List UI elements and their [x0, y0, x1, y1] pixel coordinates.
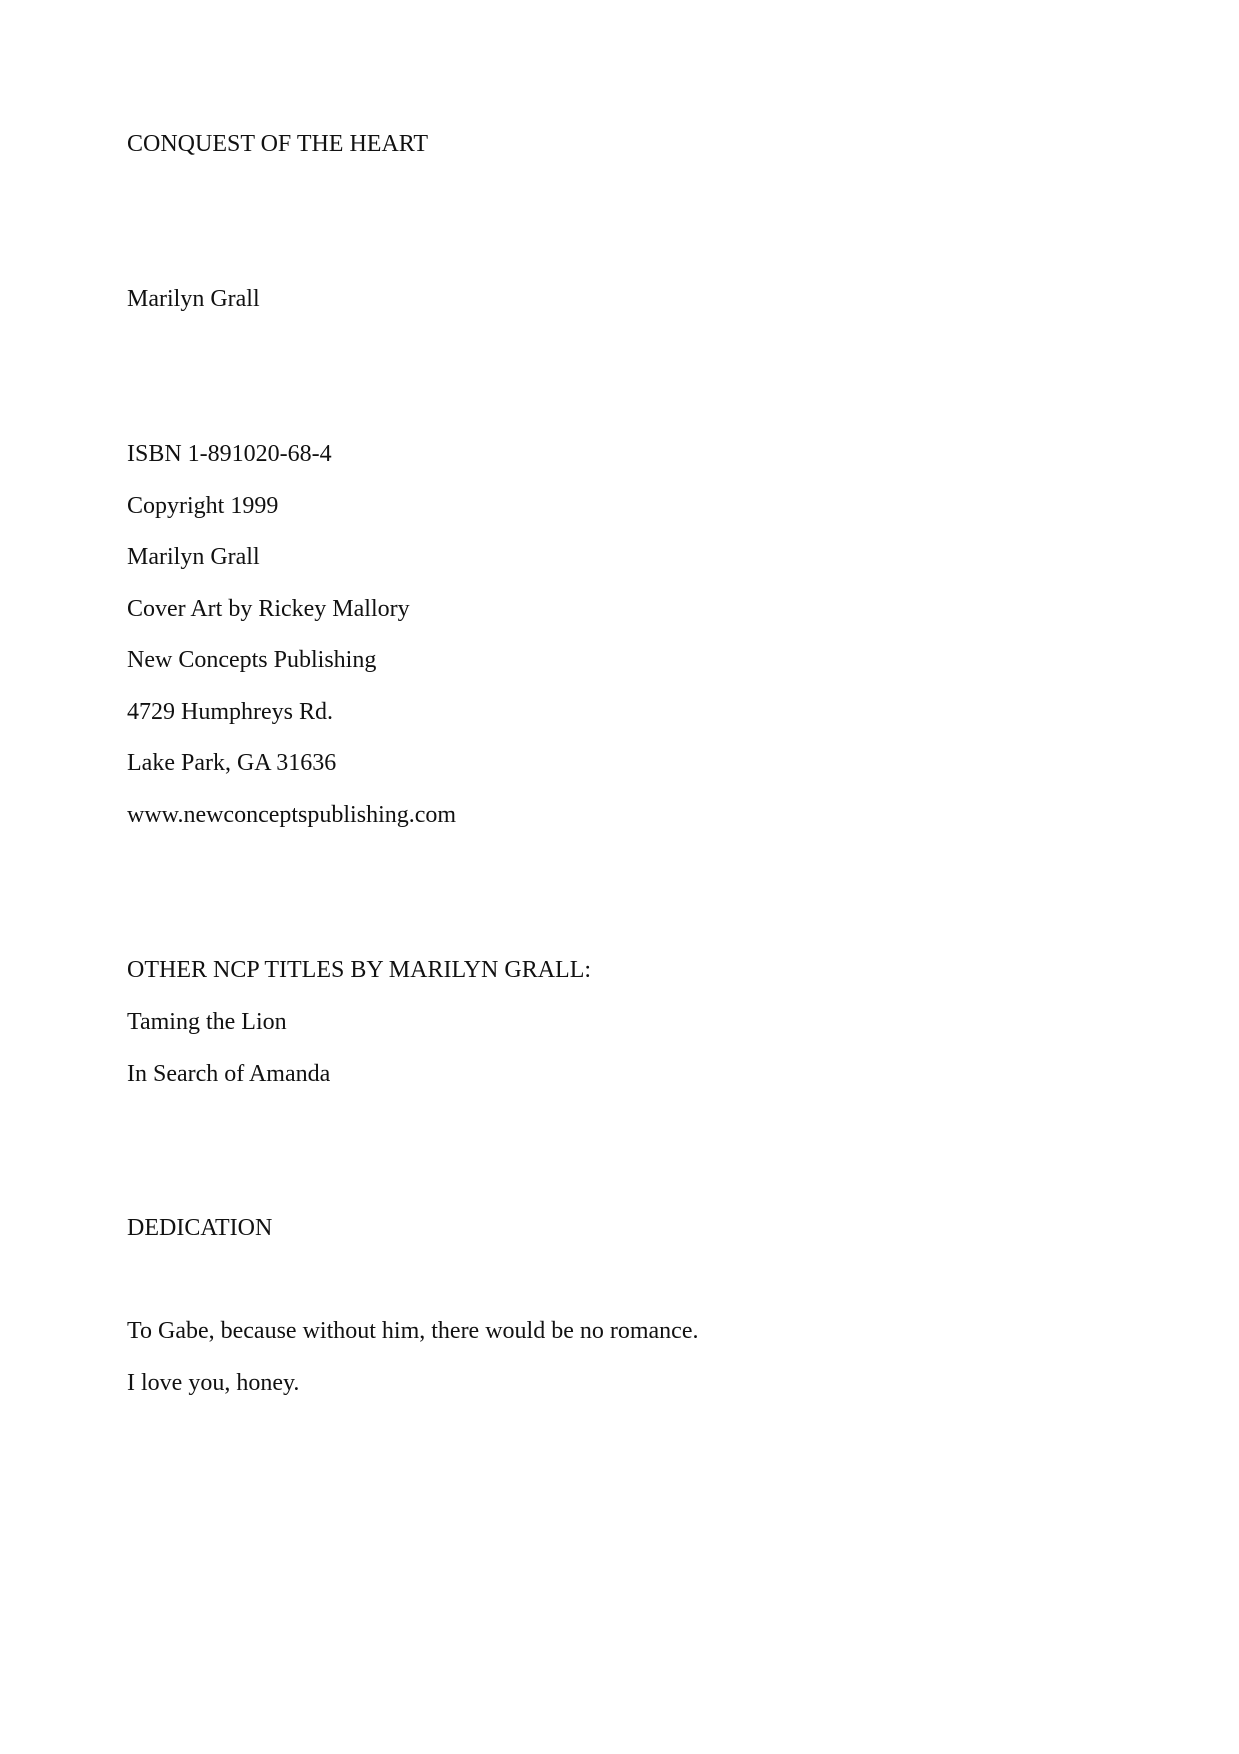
dedication-heading: DEDICATION [127, 1215, 273, 1241]
address-street-line: 4729 Humphreys Rd. [127, 699, 333, 725]
publisher-line: New Concepts Publishing [127, 647, 377, 673]
cover-art-line: Cover Art by Rickey Mallory [127, 596, 410, 622]
copyright-line: Copyright 1999 [127, 493, 279, 519]
other-titles-heading: OTHER NCP TITLES BY MARILYN GRALL: [127, 957, 592, 983]
other-title-item: Taming the Lion [127, 1009, 287, 1035]
dedication-line: To Gabe, because without him, there would be no romance. [127, 1318, 699, 1344]
dedication-line: I love you, honey. [127, 1370, 300, 1396]
website-line: www.newconceptspublishing.com [127, 802, 457, 828]
other-title-item: In Search of Amanda [127, 1061, 331, 1087]
book-title: CONQUEST OF THE HEART [127, 131, 429, 157]
author-name: Marilyn Grall [127, 286, 260, 312]
isbn-line: ISBN 1-891020-68-4 [127, 441, 332, 467]
copyright-holder-line: Marilyn Grall [127, 544, 260, 570]
address-city-line: Lake Park, GA 31636 [127, 750, 337, 776]
